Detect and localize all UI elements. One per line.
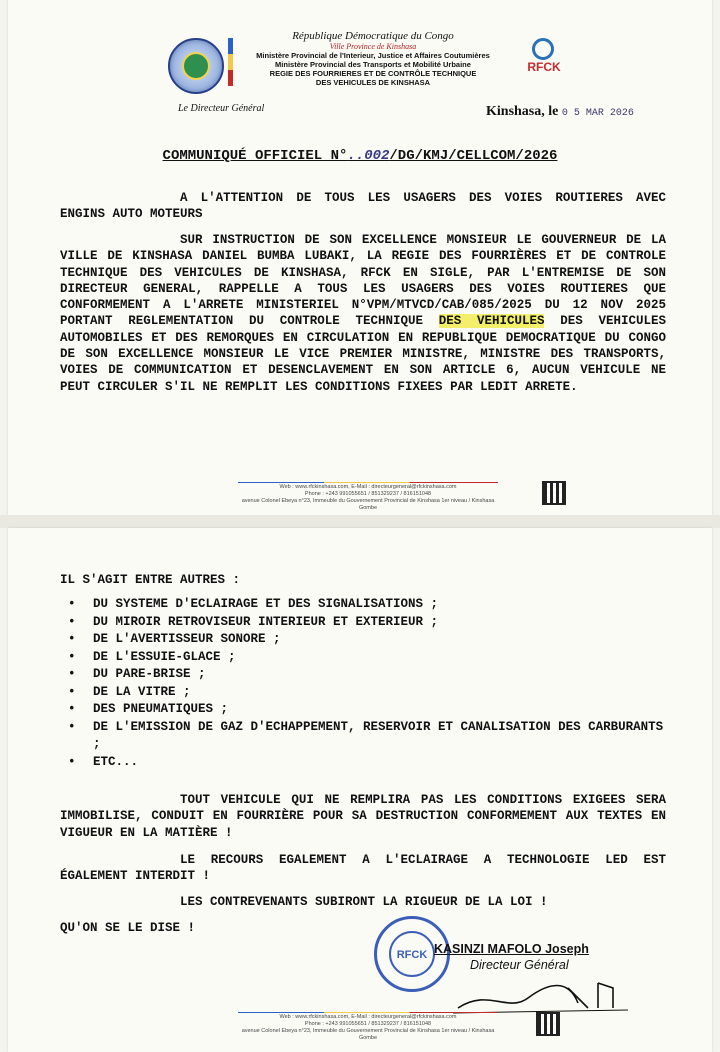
page-gap (0, 515, 720, 528)
bullet-icon: • (68, 632, 76, 646)
tout-paragraph (60, 792, 666, 841)
footer-block-1 (238, 484, 498, 512)
qr-code-icon (542, 481, 566, 505)
regie-line-2: DES VEHICULES DE KINSHASA (315, 78, 431, 87)
stamp-text: RFCK (389, 931, 435, 977)
title-suffix: /DG/KMJ/CELLCOM/2026 (389, 148, 558, 164)
footer-web: Web : www.rfckinshasa.com, E-Mail : directeurgeneral@rfckinshasa.com (279, 484, 457, 490)
contrevenants-text: LES CONTREVENANTS SUBIRONT LA RIGUEUR DE LA LOI ! (180, 895, 548, 909)
list-item (64, 754, 664, 772)
letterhead-header (8, 30, 712, 90)
list-item (64, 719, 664, 754)
list-item-text: DE LA VITRE ; (93, 684, 191, 699)
header-text-block (248, 30, 498, 87)
list-item (64, 666, 664, 684)
attention-paragraph (60, 190, 666, 223)
bullet-icon: • (68, 702, 76, 716)
contrevenants-paragraph (60, 894, 666, 910)
title-number: ..002 (347, 148, 390, 164)
list-item-text: DE L'ESSUIE-GLACE ; (93, 649, 236, 664)
list-item-text: DES PNEUMATIQUES ; (93, 702, 229, 716)
date-line (486, 104, 634, 120)
bullet-icon: • (68, 719, 76, 734)
list-item-text: DE L'EMISSION DE GAZ D'ECHAPPEMENT, RESERVOIR ET CANALISATION DES CARBURANTS ; (93, 719, 664, 751)
province-name: Ville Province de Kinshasa (329, 42, 417, 51)
bullet-icon: • (68, 754, 76, 769)
rfck-logo-text: RFCK (527, 60, 561, 74)
place-label: Kinshasa, le (486, 104, 559, 119)
document-page-2 (8, 528, 712, 1052)
footer-address: avenue Colonel Ebeya n°23, Immeuble du Gouvernement Provincial de Kinshasa 1er niveau / Kinshasa Gombe (241, 498, 495, 511)
government-emblem-icon (168, 38, 224, 94)
list-item (64, 631, 664, 649)
ministry-line-1: Ministère Provincial de l'Interieur, Justice et Affaires Coutumières (256, 51, 490, 60)
list-item-text: DU SYSTEME D'ECLAIRAGE ET DES SIGNALISATIONS ; (93, 597, 439, 611)
recours-paragraph (60, 852, 666, 885)
director-title: Le Directeur Général (178, 103, 265, 114)
list-item-text: DE L'AVERTISSEUR SONORE ; (93, 632, 281, 646)
list-item (64, 684, 664, 702)
regie-line-1: REGIE DES FOURRIERES ET DE CONTRÔLE TECHNIQUE (269, 69, 477, 78)
attention-text: A L'ATTENTION DE TOUS LES USAGERS DES VOIES ROUTIERES AVEC ENGINS AUTO MOTEURS (60, 191, 666, 222)
main-text-after: DES VEHICULES AUTOMOBILES ET DES REMORQUES EN CIRCULATION EN REPUBLIQUE DEMOCRATIQUE DU CONGO DE SON EXCELLENCE MONSIEUR LE VICE PREMIER MINISTRE, MINISTRE DES TRANSPORTS, VOIES DE COMMUNICATION ET DESENCLAVEMENT EN SON ARTICLE 6, AUCUN VEHICULE NE PEUT CIRCULER S'IL NE REMPLIT LES CONDITIONS FIXEES PAR LEDIT ARRETE. (60, 314, 666, 394)
footer-phone-2: Phone : +243 991055651 / 851329237 / 816151048 (304, 1021, 432, 1027)
tout-text: TOUT VEHICULE QUI NE REMPLIRA PAS LES CONDITIONS EXIGEES SERA IMMOBILISE, CONDUIT EN FOURRIÈRE POUR SA DESTRUCTION CONFORMEMENT AUX TEXTES EN VIGUEUR EN LA MATIÈRE ! (60, 793, 666, 840)
document-page-1 (8, 0, 712, 515)
date-stamp: 0 5 MAR 2026 (561, 108, 634, 119)
signer-role: Directeur Général (470, 958, 569, 972)
list-item (64, 596, 664, 614)
list-item (64, 649, 664, 667)
handwritten-signature-icon (448, 968, 648, 1018)
footer-address-2: avenue Colonel Ebeya n°23, Immeuble du Gouvernement Provincial de Kinshasa 1er niveau / Kinshasa Gombe (241, 1028, 495, 1041)
bullet-icon: • (68, 667, 76, 681)
footer-phone: Phone : +243 991055651 / 851329237 / 816151048 (304, 491, 432, 497)
list-item-text: DU PARE-BRISE ; (93, 667, 206, 681)
bullet-icon: • (68, 614, 76, 629)
footer-color-bar-2 (238, 1012, 498, 1013)
rfck-logo-icon (520, 38, 566, 84)
list-intro: IL S'AGIT ENTRE AUTRES : (60, 573, 241, 587)
signer-name: KASINZI MAFOLO Joseph (434, 942, 589, 956)
list-item-text: DU MIROIR RETROVISEUR INTERIEUR ET EXTERIEUR ; (93, 614, 439, 629)
bullet-icon: • (68, 649, 76, 664)
requirements-list (64, 596, 664, 771)
qr-code-icon-2 (536, 1012, 560, 1036)
footer-color-bar (238, 482, 498, 483)
flag-colors-bar (228, 38, 233, 86)
list-item (64, 614, 664, 632)
quon-paragraph: QU'ON SE LE DISE ! (60, 921, 196, 935)
republic-name: République Démocratique du Congo (292, 30, 454, 42)
communique-title (8, 148, 712, 164)
title-prefix: COMMUNIQUÉ OFFICIEL N° (162, 148, 348, 164)
footer-block-2 (238, 1014, 498, 1042)
bullet-icon: • (68, 597, 76, 611)
list-item-text: ETC... (93, 754, 139, 769)
list-item (64, 701, 664, 719)
main-text-before: SUR INSTRUCTION DE SON EXCELLENCE MONSIEUR LE GOUVERNEUR DE LA VILLE DE KINSHASA DANIEL BUMBA LUBAKI, LA REGIE DES FOURRIÈRES ET DE CONTROLE TECHNIQUE DES VEHICULES DE KINSHASA, RFCK EN SIGLE, PAR L'ENTREMISE DE SON DIRECTEUR GENERAL, RAPPELLE A TOUS LES USAGERS DES VOIES ROUTIERES QUE CONFORMEMENT A L'ARRETE MINISTERIEL N°VPM/MTVCD/CAB/085/2025 DU 12 NOV 2025 PORTANT REGLEMENTATION DU CONTROLE TECHNIQUE (60, 233, 666, 329)
bullet-icon: • (68, 684, 76, 699)
highlighted-text: DES VEHICULES (438, 314, 545, 329)
recours-text: LE RECOURS EGALEMENT A L'ECLAIRAGE A TECHNOLOGIE LED EST ÉGALEMENT INTERDIT ! (60, 853, 666, 884)
main-paragraph (60, 232, 666, 395)
footer-web-2: Web : www.rfckinshasa.com, E-Mail : directeurgeneral@rfckinshasa.com (279, 1014, 457, 1020)
ministry-line-2: Ministère Provincial des Transports et Mobilité Urbaine (275, 60, 471, 69)
